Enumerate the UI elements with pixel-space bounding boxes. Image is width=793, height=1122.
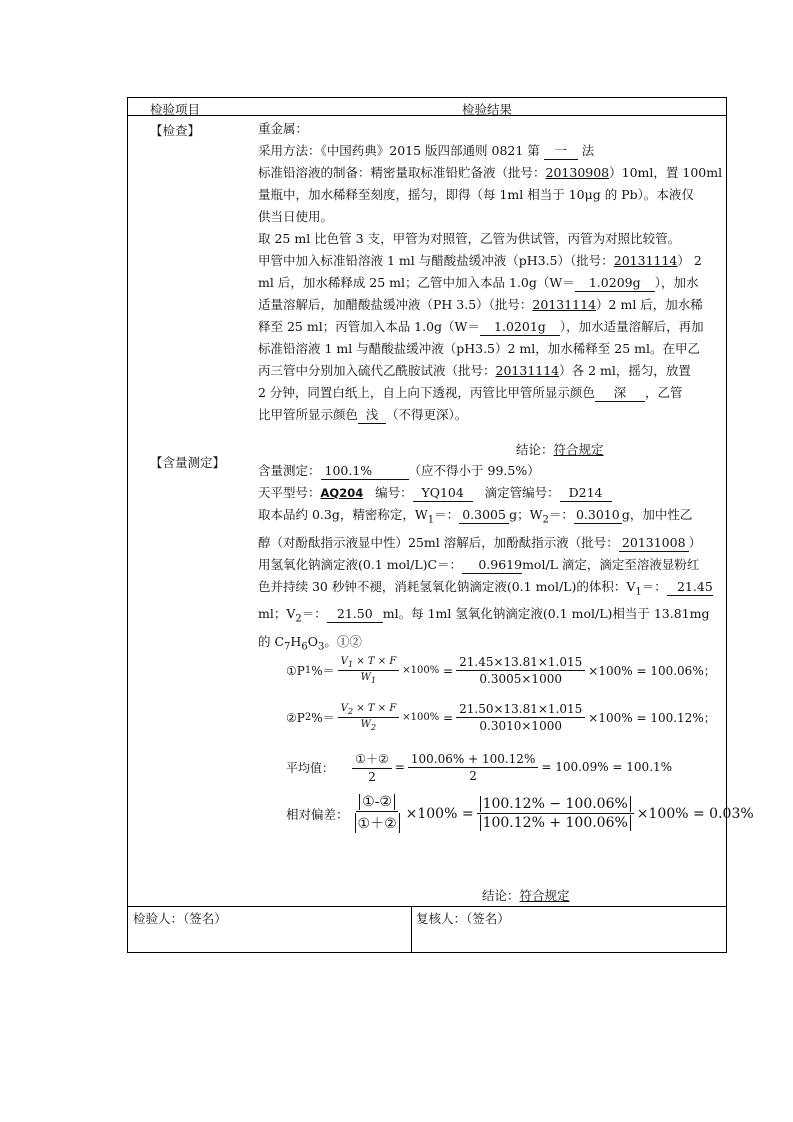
method-value: 一 (544, 143, 578, 160)
weight-w1: 1.0209g (575, 275, 655, 292)
balance-model: AQ204 (320, 486, 364, 500)
section-label-inspection: 【检查】 (150, 123, 201, 138)
assay-conclusion: 结论：符合规定 (482, 888, 570, 903)
formula-average: 平均值： $\frac{\text{①＋②}}{2}$ = $\frac{100.06\% + 100.12\%}{2}$ = 100.09% = 100.1% (286, 751, 673, 784)
section-label-assay: 【含量测定】 (150, 455, 226, 470)
column-header-item: 检验项目 (150, 102, 201, 117)
weight-w2: 1.0201g (480, 319, 560, 336)
formula-relative-deviation: 相对偏差： $\frac{\text{①-②}}{\text{①＋②}}$ ×100% = $\frac{100.12\% - 100.06\%}{100.12\% + 100.06\%}$ ×100% = 0.03% (286, 794, 754, 832)
inspector-signature: 检验人：（签名） (133, 911, 227, 926)
assay-result: 100.1% (321, 463, 409, 480)
header-divider (127, 115, 727, 116)
color-result-2: 浅 (358, 407, 386, 424)
inspection-conclusion: 结论：符合规定 (516, 442, 604, 457)
color-result-1: 深 (595, 385, 645, 402)
formula-p1: ①P 1 %＝ $\frac{V_1 \times T \times F}{W_1}$ ×100% = $\frac{21.45\times 13.81\times 1.015}{0.3005\times 1000}$ ×100% = 100.06% ； (286, 655, 716, 686)
column-header-result: 检验结果 (462, 102, 513, 117)
heavy-metal-title: 重金属： (258, 121, 309, 136)
formula-p2: ②P 2 %＝ $\frac{V_2 \times T \times F}{W_2}$ ×100% = $\frac{21.50\times 13.81\times 1.015}{0.3010\times 1000}$ ×100% = 100.12% ； (286, 702, 716, 733)
method-line: 采用方法：《中国药典》2015 版四部通则 0821 第 一 法 (258, 143, 595, 158)
inspection-body: 重金属： 采用方法：《中国药典》2015 版四部通则 0821 第 一 法 标准铅溶液的制备：精密量取标准铅贮备液（批号：20130908）10ml，置 100ml 量瓶中，加水稀释至刻度，摇匀，即得（每 1ml 相当于 10μg 的 Pb）。本液仅 供当日使用。 取 25 ml 比色管 3 支，甲管为对照管，乙管为供试管，丙管为对照比较管。 甲管中加入标准铅溶液 1 ml 与醋酸盐缓冲液（pH3.5）（批号：20131114） 2 ml 后，加水稀释成 25 ml；乙管中加入本品 1.0g（W＝ 1.0209g ），加水 适量溶解后，加醋酸盐缓冲液（PH 3.5）（批号：20131114）2 ml 后，加水稀 释至 25 ml；丙管加入本品 1.0g（W＝ 1.0201g ），加水适量溶解后，再加 标准铅溶液 1 ml 与醋酸盐缓冲液（pH3.5）2 ml，加水稀释至 25 ml。在甲乙 丙三管中分别加入硫代乙酰胺试液（批号：20131114）各 2 ml，摇匀，放置 2 分钟，同置白纸上，自上向下透视，丙管比甲管所显示颜色 深 ，乙管 比甲管所显示颜色 浅 （不得更深）。 (258, 118, 723, 426)
signature-divider (127, 906, 727, 907)
signature-column-divider (411, 906, 412, 953)
std-lead-prep: 标准铅溶液的制备：精密量取标准铅贮备液（批号：20130908）10ml，置 100ml (258, 165, 723, 180)
reviewer-signature: 复核人：（签名） (416, 911, 510, 926)
assay-body: 含量测定： 100.1% （应不得小于 99.5%） 天平型号：AQ204 编号： YQ104 滴定管编号： D214 取本品约 0.3g，精密称定，$W_1=$： 0.3005 g；$W_2=$： 0.3010 g，加中性乙 醇（对酚酞指示液显中性）25ml 溶解后，加酚酞指示液（批号： 20131008 ） 用氢氧化钠滴定液(0.1 mol/L)C＝： 0.9619mol/L 滴定，滴定至溶液显粉红 色并持续 30 秒钟不褪，消耗氢氧化钠滴定液(0.1 mol/L)的体积：$V_1=$： 21.45 ml；$V_2=$： 21.50 ml。每 1ml 氢氧化钠滴定液(0.1 mol/L)相当于 13.81mg 的 $C_7H_6O_3$。①② (258, 463, 713, 652)
